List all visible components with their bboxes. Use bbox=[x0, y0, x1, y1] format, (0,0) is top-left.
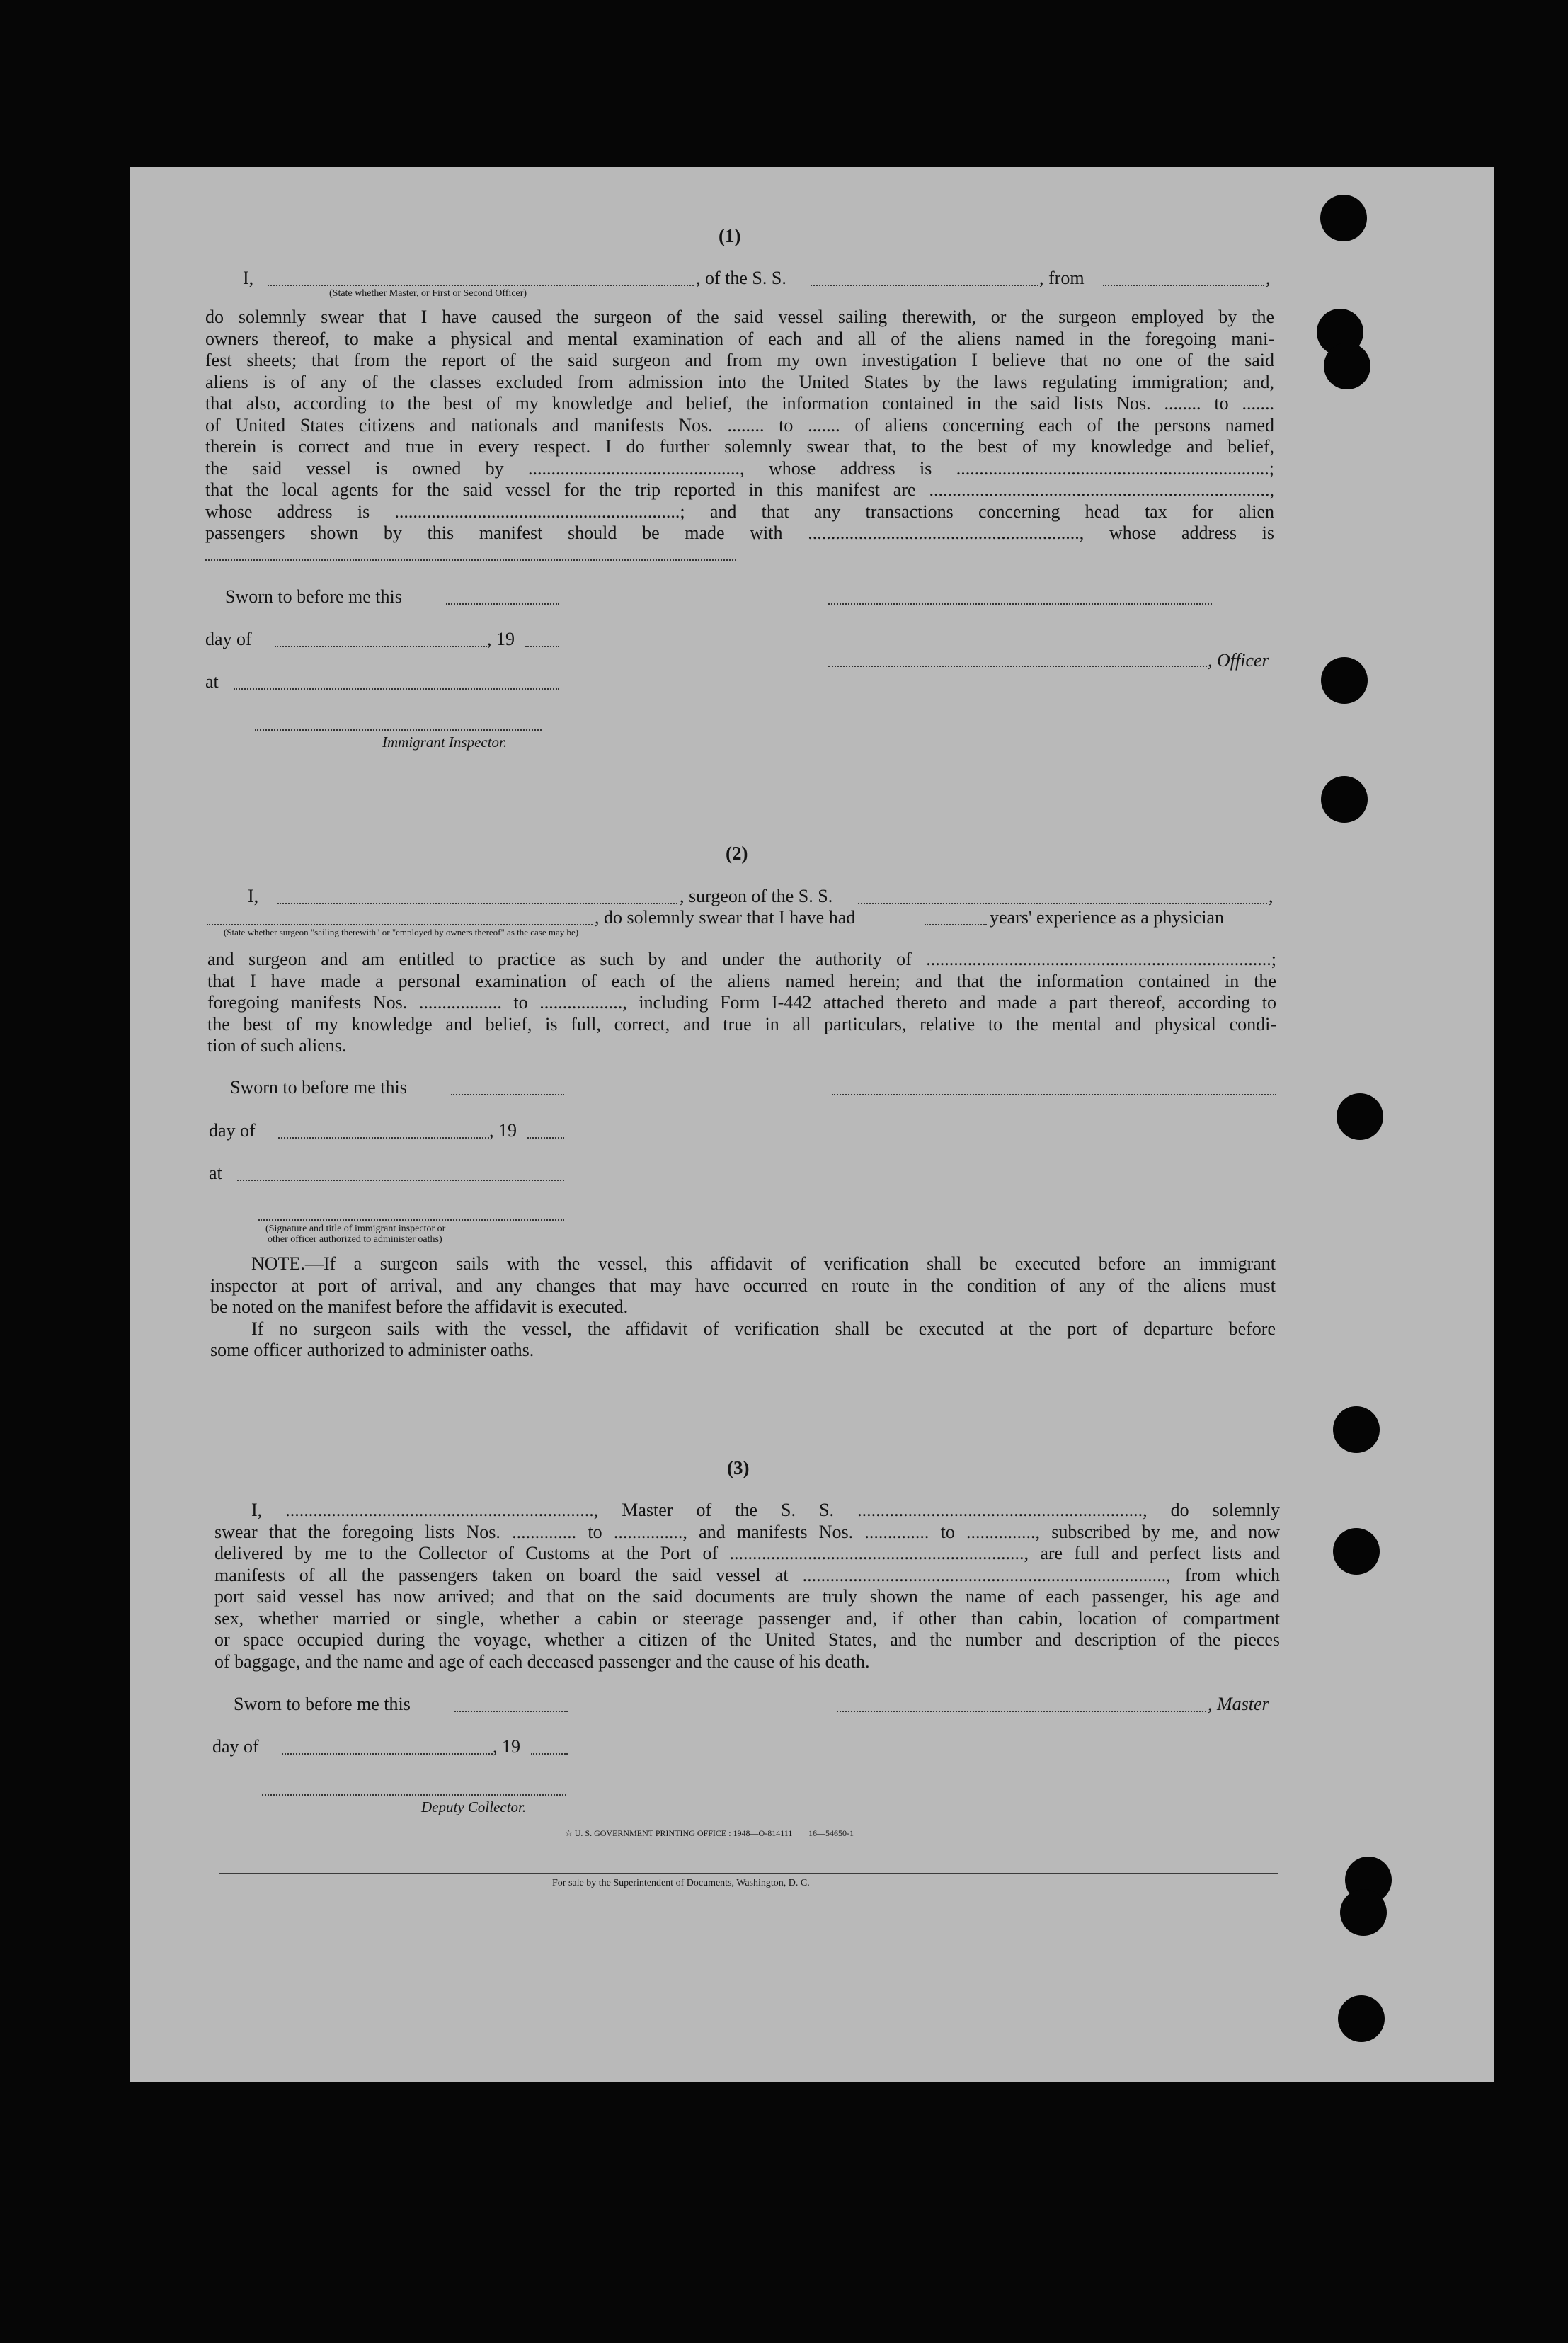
note-line: be noted on the manifest before the affidavit is executed. bbox=[210, 1296, 629, 1317]
oath-line: fest sheets; that from the report of the said surgeon and from my own investigation I believe that no one of the said bbox=[205, 350, 1274, 370]
punctuation: , bbox=[1266, 268, 1271, 288]
surgeon-name-field[interactable] bbox=[277, 903, 677, 904]
note-line: some officer authorized to administer oaths. bbox=[210, 1340, 534, 1360]
oath-line: of baggage, and the name and age of each deceased passenger and the cause of his death. bbox=[214, 1651, 870, 1672]
oath-line: whose address is ..............................................................; and that any transactions concerning head tax for alien bbox=[205, 501, 1274, 522]
oath-line: and surgeon and am entitled to practice as such by and under the authority of ...........................................................................; bbox=[207, 949, 1276, 969]
oath-line: passengers shown by this manifest should be made with ..........................................................., whose address is bbox=[205, 523, 1274, 543]
sworn-label: Sworn to before me this bbox=[230, 1077, 407, 1098]
oath-line: port said vessel has now arrived; and that on the said documents are truly shown the name of each passenger, his age and bbox=[214, 1586, 1280, 1607]
punch-hole bbox=[1320, 195, 1367, 241]
officer-title-field[interactable] bbox=[828, 666, 1207, 667]
master-label: , Master bbox=[1208, 1694, 1269, 1714]
oath-line: sex, whether married or single, whether a cabin or steerage passenger and, if other than cabin, location of compartment bbox=[214, 1607, 1280, 1629]
oath-line: that the local agents for the said vessel for the trip reported in this manifest are .........................................................................., bbox=[205, 479, 1274, 500]
sworn-label: Sworn to before me this bbox=[225, 586, 402, 607]
oath-line: swear that the foregoing lists Nos. .............. to ..............., and manifests Nos. .............. to ..............., subscribed by me, and now bbox=[214, 1521, 1280, 1542]
vessel-name-field[interactable] bbox=[811, 285, 1038, 286]
collector-signature-line[interactable] bbox=[262, 1794, 566, 1796]
inspector-caption: Immigrant Inspector. bbox=[382, 734, 508, 751]
punch-hole bbox=[1324, 343, 1370, 389]
note-line: If no surgeon sails with the vessel, the affidavit of verification shall be executed at the port of departure before bbox=[251, 1318, 1276, 1339]
at-place-field[interactable] bbox=[237, 1180, 564, 1181]
deputy-collector-caption: Deputy Collector. bbox=[421, 1798, 527, 1815]
section-1-lead: I, bbox=[243, 268, 254, 288]
punch-hole bbox=[1333, 1406, 1380, 1453]
at-place-field[interactable] bbox=[234, 688, 559, 690]
surgeon-vessel-field[interactable] bbox=[858, 903, 1267, 904]
day-of-label: day of bbox=[205, 629, 252, 649]
printing-office-imprint: ☆ U. S. GOVERNMENT PRINTING OFFICE : 1948—O-814111 bbox=[565, 1828, 793, 1838]
year-field[interactable] bbox=[531, 1753, 568, 1755]
punch-hole bbox=[1321, 776, 1368, 823]
inspector-signature-line[interactable] bbox=[255, 729, 542, 731]
section-2-lead: I, bbox=[248, 886, 259, 906]
section-3-heading: (3) bbox=[727, 1457, 750, 1478]
day-of-label: day of bbox=[209, 1120, 256, 1141]
surgeon-status-field[interactable] bbox=[207, 924, 593, 925]
oath-line: manifests of all the passengers taken on board the said vessel at ..............................................................................., from which bbox=[214, 1564, 1280, 1585]
oath-line: of United States citizens and nationals and manifests Nos. ........ to ....... of aliens concerning each of the persons named bbox=[205, 414, 1274, 435]
oath-line: foregoing manifests Nos. .................. to .................., including Form I-442 attached thereto and made a part thereof, according to bbox=[207, 992, 1276, 1013]
oath-line: delivered by me to the Collector of Customs at the Port of ................................................................, are full and perfect lists and bbox=[214, 1543, 1280, 1563]
oath-line: or space occupied during the voyage, whether a citizen of the United States, and the number and description of the pieces bbox=[214, 1629, 1280, 1650]
surgeon-signature-line[interactable] bbox=[832, 1094, 1276, 1095]
oath-line: owners thereof, to make a physical and mental examination of each and all of the aliens named in the foregoing mani- bbox=[205, 328, 1274, 349]
oath-line: do solemnly swear that I have caused the surgeon of the said vessel sailing therewith, or the surgeon employed by the bbox=[205, 307, 1274, 327]
officer-rank-caption: (State whether Master, or First or Second Officer) bbox=[329, 288, 527, 299]
punch-hole bbox=[1321, 657, 1368, 704]
section-1-heading: (1) bbox=[719, 225, 741, 246]
master-signature-line[interactable] bbox=[837, 1711, 1206, 1712]
punch-hole bbox=[1333, 1528, 1380, 1575]
year-field[interactable] bbox=[527, 1137, 564, 1139]
note-text bbox=[210, 1253, 1276, 1362]
punch-hole bbox=[1338, 1995, 1385, 2042]
of-ss-label: , of the S. S. bbox=[696, 268, 786, 288]
year-field[interactable] bbox=[525, 646, 559, 647]
oath-line: tion of such aliens. bbox=[207, 1035, 347, 1056]
officer-signature-line[interactable] bbox=[828, 603, 1212, 605]
section-2-heading: (2) bbox=[726, 843, 748, 864]
note-line: inspector at port of arrival, and any changes that may have occurred en route in the condition of any of the aliens must bbox=[210, 1275, 1276, 1296]
sworn-day-field[interactable] bbox=[451, 1094, 564, 1095]
surgeon-status-caption: (State whether surgeon "sailing therewith" or "employed by owners thereof" as the case may be) bbox=[224, 927, 579, 937]
for-sale-notice: For sale by the Superintendent of Documents, Washington, D. C. bbox=[552, 1878, 810, 1888]
at-label: at bbox=[205, 671, 219, 692]
punch-hole bbox=[1337, 1093, 1383, 1140]
day-of-month-field[interactable] bbox=[282, 1753, 493, 1755]
sworn-day-field[interactable] bbox=[446, 603, 559, 605]
section-2-oath-text bbox=[207, 949, 1276, 1057]
punctuation: , bbox=[1269, 886, 1274, 906]
surgeon-of-ss-label: , surgeon of the S. S. bbox=[680, 886, 833, 906]
day-of-label: day of bbox=[212, 1736, 259, 1757]
swear-label: , do solemnly swear that I have had bbox=[595, 907, 856, 928]
form-number: 16—54650-1 bbox=[808, 1828, 854, 1838]
note-line: NOTE.—If a surgeon sails with the vessel, this affidavit of verification shall be executed before an immigrant bbox=[251, 1253, 1276, 1274]
year-label: , 19 bbox=[487, 629, 515, 649]
day-of-month-field[interactable] bbox=[278, 1137, 489, 1139]
inspector-signature-line[interactable] bbox=[258, 1219, 564, 1221]
sworn-label: Sworn to before me this bbox=[234, 1694, 411, 1714]
oath-line: I, ..................................................................., Master of the S. S. .............................................................., do solemnly bbox=[251, 1500, 1280, 1520]
signature-caption: other officer authorized to administer oaths) bbox=[268, 1234, 442, 1245]
officer-name-field[interactable] bbox=[268, 285, 694, 286]
footer-rule bbox=[219, 1873, 1278, 1874]
officer-label: , Officer bbox=[1208, 650, 1269, 671]
oath-line: therein is correct and true in every respect. I do further solemnly swear that, to the best of my knowledge and belief, bbox=[205, 436, 1274, 457]
section-1-oath-text bbox=[205, 307, 1274, 545]
oath-line: that I have made a personal examination of each of the aliens named herein; and that the information contained in the bbox=[207, 970, 1276, 991]
from-label: , from bbox=[1039, 268, 1085, 288]
oath-line: the best of my knowledge and belief, is full, correct, and true in all particulars, relative to the mental and physical condi- bbox=[207, 1013, 1276, 1034]
at-label: at bbox=[209, 1163, 222, 1183]
oath-line: aliens is of any of the classes excluded from admission into the United States by the laws regulating immigration; and, bbox=[205, 371, 1274, 392]
day-of-month-field[interactable] bbox=[275, 646, 487, 647]
departure-port-field[interactable] bbox=[1103, 285, 1264, 286]
punch-hole bbox=[1340, 1889, 1387, 1936]
section-3-oath-text bbox=[214, 1500, 1280, 1672]
year-label: , 19 bbox=[489, 1120, 517, 1141]
years-label: years' experience as a physician bbox=[990, 907, 1224, 928]
head-tax-address-field[interactable] bbox=[205, 559, 736, 561]
signature-caption: (Signature and title of immigrant inspector or bbox=[265, 1224, 446, 1234]
year-label: , 19 bbox=[493, 1736, 520, 1757]
oath-line: that also, according to the best of my knowledge and belief, the information contained in the said lists Nos. ........ to ....... bbox=[205, 393, 1274, 414]
oath-line: the said vessel is owned by .............................................., whose address is ....................................................................; bbox=[205, 457, 1274, 479]
sworn-day-field[interactable] bbox=[454, 1711, 568, 1712]
years-experience-field[interactable] bbox=[925, 924, 987, 925]
